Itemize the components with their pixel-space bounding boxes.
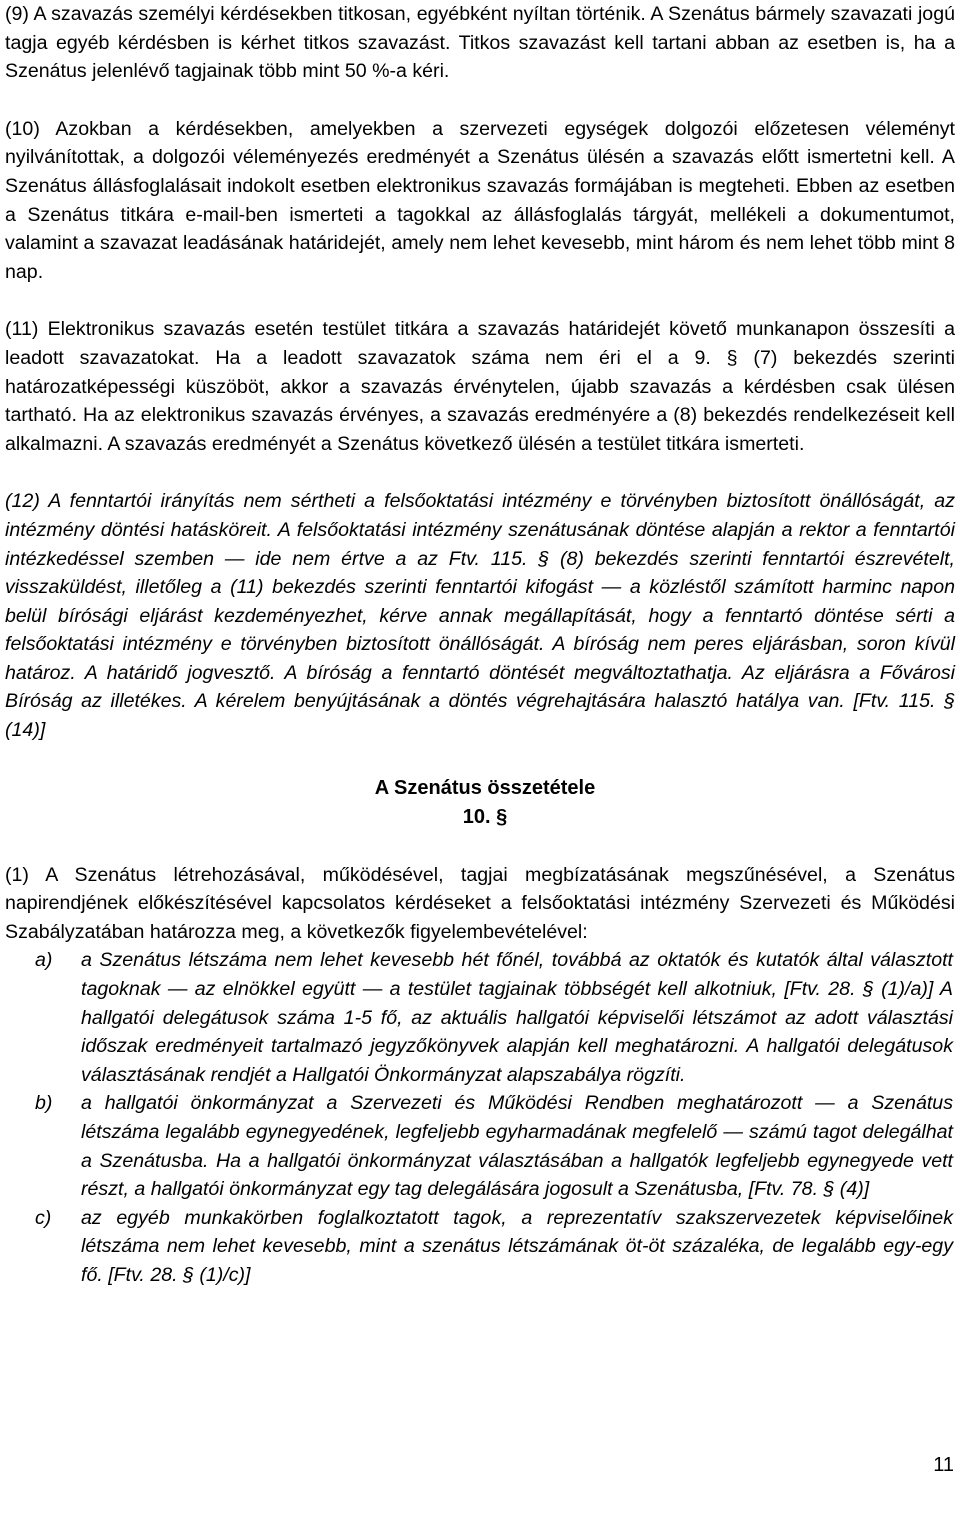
- document-page: [5, 0, 955, 1290]
- paragraph-gap: [5, 86, 955, 115]
- list-marker: a): [35, 949, 53, 972]
- paragraph-gap: [5, 832, 955, 861]
- paragraph-12: (12) A fenntartói irányítás nem sértheti a felsőoktatási intézmény e törvényben biztosított önállóságát, az intézmény döntési hatásköreit. A felsőoktatási intézmény szenátusának döntése alapján a rektor a fenntartói intézkedéssel szemben — ide nem értve a az Ftv. 115. § (8) bekezdés szerinti fenntartói észrevételt, visszaküldést, illetőleg a (11) bekezdés szerinti fenntartói kifogást — a közléstől számított harminc napon belül bírósági eljárást kezdeményezhet, kérve annak megállapítását, hogy a fenntartó döntése sérti a felsőoktatási intézmény e törvényben biztosított önállóságát. A bíróság nem peres eljárásban, soron kívül határoz. A határidő jogvesztő. A bíróság a fenntartó döntését megváltoztathatja. Az eljárásra a Fővárosi Bíróság az illetékes. A kérelem benyújtásának a döntés végrehajtására halasztó hatálya van. [Ftv. 115. § (14)]: [5, 490, 955, 742]
- paragraph-gap: [5, 286, 955, 315]
- list-item-b: [5, 1089, 955, 1203]
- paragraph-gap: [5, 458, 955, 487]
- list-marker: c): [35, 1206, 52, 1229]
- paragraph-9: (9) A szavazás személyi kérdésekben titkosan, egyébként nyíltan történik. A Szenátus bármely szavazati jogú tagja egyéb kérdésben is kérhet titkos szavazást. Titkos szavazást kell tartani abban az esetben is, ha a Szenátus jelenlévő tagjainak több mint 50 %-a kéri.: [5, 3, 955, 83]
- list-item-text: a hallgatói önkormányzat a Szervezeti és Működési Rendben meghatározott — a Szenátus létszáma legalább egynegyedének, legfeljebb egyharmadának megfelelő — számú tagot delegálhat a Szenátusba. Ha a hallgatói önkormányzat választásában a hallgatók legfeljebb egynegyede vett részt, a hallgatói önkormányzat egy tag delegálására jogosult a Szenátusba, [Ftv. 78. § (4)]: [81, 1092, 953, 1201]
- section-title: A Szenátus összetétele: [374, 776, 596, 799]
- requirements-list: [5, 946, 955, 1289]
- page-number: 11: [933, 1454, 954, 1476]
- section-intro: (1) A Szenátus létrehozásával, működésével, tagjai megbízatásának megszűnésével, a Szenátus napirendjének előkészítésével kapcsolatos kérdéseket a felsőoktatási intézmény Szervezeti és Működési Szabályzatában határozza meg, a következők figyelembevételével:: [5, 863, 955, 943]
- list-item-text: az egyéb munkakörben foglalkoztatott tagok, a reprezentatív szakszervezetek képviselőinek létszáma nem lehet kevesebb, mint a szenátus létszámának öt-öt százaléka, de legalább egy-egy fő. [Ftv. 28. § (1)/c)]: [81, 1206, 953, 1286]
- list-marker: b): [35, 1092, 53, 1115]
- list-item-a: [5, 946, 955, 1089]
- list-item-c: [5, 1204, 955, 1290]
- section-number: 10. §: [462, 805, 508, 828]
- paragraph-gap: [5, 745, 955, 774]
- paragraph-11: (11) Elektronikus szavazás esetén testület titkára a szavazás határidejét követő munkanapon összesíti a leadott szavazatokat. Ha a leadott szavazatok száma nem éri el a 9. § (7) bekezdés szerinti határozatképességi küszöböt, akkor a szavazás érvénytelen, újabb szavazás a kérdésben csak ülésen tartható. Ha az elektronikus szavazás érvényes, a szavazás eredményére a (8) bekezdés rendelkezéseit kell alkalmazni. A szavazás eredményét a Szenátus következő ülésén a testület titkára ismerteti.: [5, 318, 955, 455]
- list-item-text: a Szenátus létszáma nem lehet kevesebb hét főnél, továbbá az oktatók és kutatók által választott tagoknak — az elnökkel együtt — a testület tagjainak többségét kell alkotniuk, [Ftv. 28. § (1)/a)] A hallgatói delegátusok száma 1-5 fő, az aktuális hallgatói képviselői létszámot az adott választási időszak eredményeit tartalmazó jegyzőkönyvek alapján kell meghatározni. A hallgatói delegátusok választásának rendjét a Hallgatói Önkormányzat alapszabálya rögzíti.: [81, 949, 953, 1086]
- paragraph-10: (10) Azokban a kérdésekben, amelyekben a szervezeti egységek dolgozói előzetesen véleményt nyilvánítottak, a dolgozói véleményezés eredményét a Szenátus ülésén a szavazás előtt ismertetni kell. A Szenátus állásfoglalásait indokolt esetben elektronikus szavazás formájában is megteheti. Ebben az esetben a Szenátus titkára e-mail-ben ismerteti a tagokkal az állásfoglalás tárgyát, mellékeli a dokumentumot, valamint a szavazat leadásának határidejét, amely nem lehet kevesebb, mint három és nem lehet több mint 8 nap.: [5, 117, 955, 283]
